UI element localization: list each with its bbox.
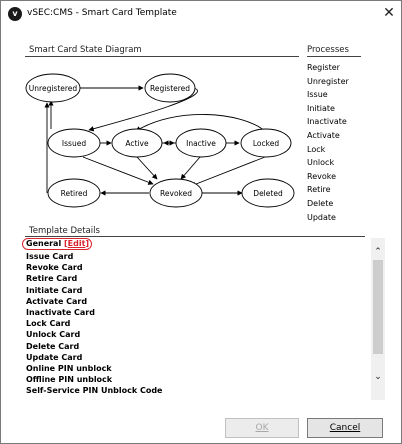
close-button[interactable]: ✕ <box>383 5 395 21</box>
process-item-delete: Delete <box>307 198 334 208</box>
state-label-active: Active <box>125 139 149 148</box>
cancel-button[interactable]: Cancel <box>307 418 383 438</box>
template-details-divider <box>25 236 365 237</box>
state-label-issued: Issued <box>61 139 87 148</box>
list-item[interactable]: Issue Card <box>26 252 74 261</box>
template-details-panel <box>22 238 385 400</box>
scroll-thumb[interactable] <box>373 260 383 354</box>
list-item[interactable]: Delete Card <box>26 341 80 351</box>
list-item-general: General [Edit] <box>22 238 369 251</box>
list-item[interactable]: Unlock Card <box>26 330 81 340</box>
ok-button[interactable]: OK <box>225 418 299 438</box>
state-label-unregistered: Unregistered <box>28 84 78 93</box>
list-item[interactable]: Offline PIN unblock <box>26 375 113 385</box>
process-item-inactivate: Inactivate <box>307 117 347 127</box>
process-item-issue: Issue <box>307 90 328 100</box>
title-bar <box>1 1 401 27</box>
diagram-divider <box>25 56 299 57</box>
list-item[interactable]: Update Card <box>26 352 83 362</box>
scroll-up-icon[interactable]: ⌃ <box>374 247 382 257</box>
process-item-register: Register <box>307 63 340 72</box>
list-item[interactable]: Retire Card <box>26 274 78 284</box>
diagram-heading: Smart Card State Diagram <box>29 45 142 55</box>
state-diagram <box>25 59 303 221</box>
list-item[interactable]: Self-Service PIN Unblock Code <box>26 386 163 396</box>
window-title: vSEC:CMS - Smart Card Template <box>27 8 177 18</box>
process-list <box>307 61 367 224</box>
general-label: General <box>26 239 62 248</box>
list-item[interactable]: Revoke Card <box>26 263 83 273</box>
state-label-locked: Locked <box>252 139 280 148</box>
vertical-scrollbar[interactable] <box>371 238 385 400</box>
app-logo-icon: v <box>8 7 22 21</box>
state-label-inactive: Inactive <box>186 139 216 148</box>
state-label-deleted: Deleted <box>253 189 283 198</box>
processes-divider <box>307 56 361 57</box>
process-item-unregister: Unregister <box>307 76 349 86</box>
list-item[interactable]: Inactivate Card <box>26 307 95 317</box>
list-item[interactable]: Online PIN unblock <box>26 363 112 373</box>
process-item-update: Update <box>307 212 336 222</box>
process-item-unlock: Unlock <box>307 158 335 168</box>
template-details-list <box>22 238 369 400</box>
state-label-registered: Registered <box>149 84 191 93</box>
scroll-down-icon[interactable]: ⌄ <box>374 372 382 382</box>
process-item-lock: Lock <box>307 144 326 154</box>
processes-heading: Processes <box>307 45 349 55</box>
process-item-activate: Activate <box>307 130 340 140</box>
list-item[interactable]: Lock Card <box>26 319 71 329</box>
template-details-heading: Template Details <box>29 226 100 236</box>
edit-link[interactable]: Edit <box>67 239 86 248</box>
process-item-revoke: Revoke <box>307 171 337 181</box>
process-item-retire: Retire <box>307 185 331 195</box>
list-item[interactable]: Initiate Card <box>26 285 83 295</box>
process-item-initiate: Initiate <box>307 103 335 113</box>
state-label-retired: Retired <box>60 189 88 198</box>
list-item[interactable]: Activate Card <box>26 296 88 306</box>
state-label-revoked: Revoked <box>160 189 192 198</box>
